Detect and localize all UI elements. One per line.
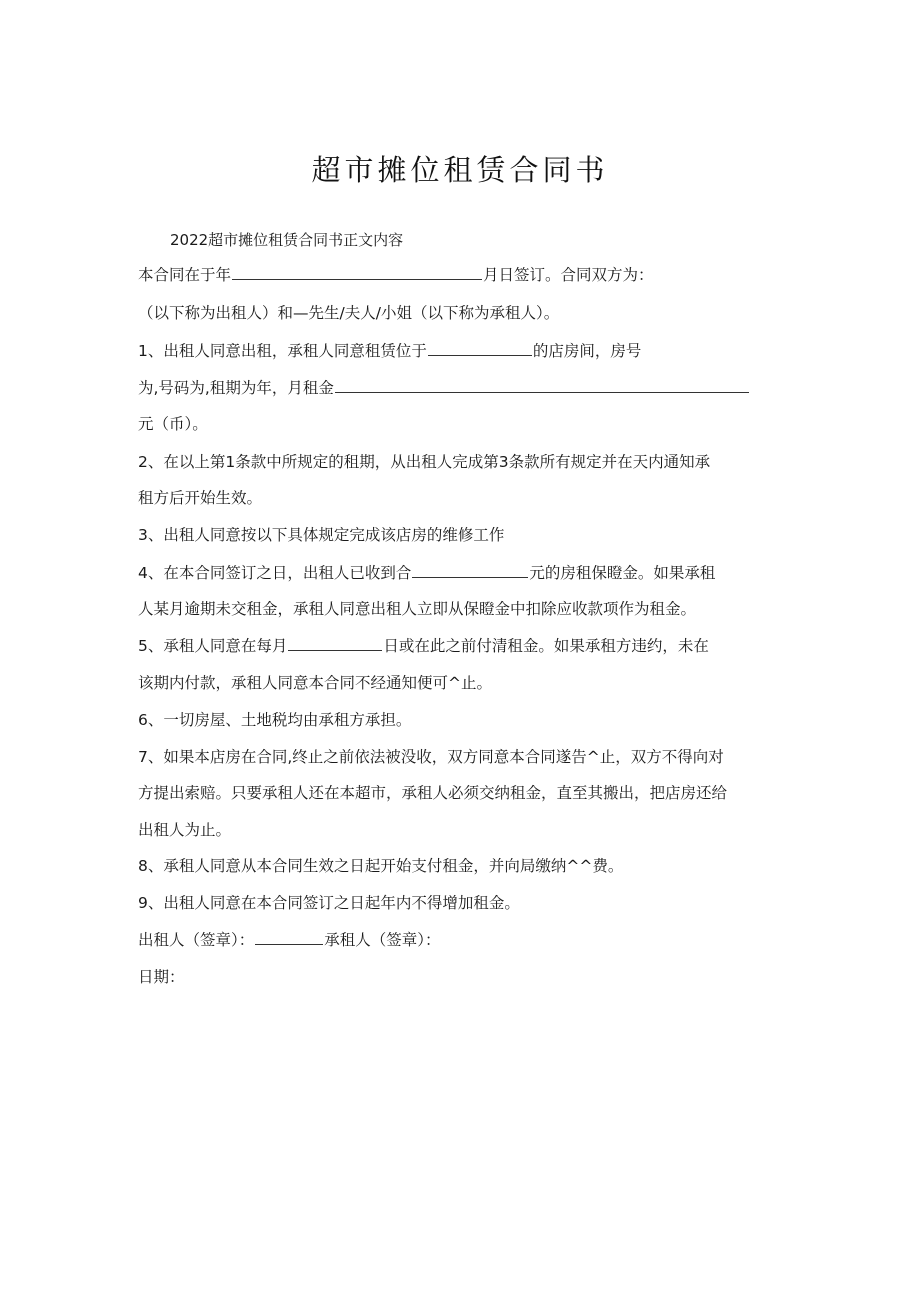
paragraph-line [138, 855, 623, 877]
line-text: 承租人（签章）： [324, 931, 441, 949]
line-text: 元的房租保瞪金。如果承租 [529, 564, 716, 582]
paragraph-line [138, 413, 208, 435]
document-subtitle: 2022超市摊位租赁合同书正文内容 [170, 231, 404, 249]
paragraph-line [138, 598, 696, 620]
line-text: 6、一切房屋、土地税均由承租方承担。 [138, 711, 412, 729]
line-text: 月日签订。合同双方为： [483, 266, 654, 284]
fill-blank [335, 377, 749, 393]
line-text: 日或在此之前付清租金。如果承租方违约，未在 [383, 637, 709, 655]
paragraph-line [138, 672, 492, 694]
paragraph-line [138, 377, 750, 399]
line-text: 元（币）。 [138, 415, 208, 433]
paragraph-line [138, 264, 654, 286]
line-text: 9、出租人同意在本合同签订之日起年内不得增加租金。 [138, 894, 520, 912]
fill-blank [412, 562, 528, 578]
line-text: 出租人为止。 [138, 821, 232, 839]
line-text: 5、承租人同意在每月 [138, 637, 288, 655]
line-text: 7、如果本店房在合同,终止之前依法被没收，双方同意本合同遂告^止，双方不得向对 [138, 748, 724, 766]
line-text: （以下称为出租人）和—先生/夫人/小姐（以下称为承租人）。 [138, 304, 560, 322]
line-text: 该期内付款，承租人同意本合同不经通知便可^止。 [138, 674, 492, 692]
line-text: 1、出租人同意出租，承租人同意租赁位于 [138, 342, 427, 360]
paragraph-line [138, 302, 559, 324]
line-text: 3、出租人同意按以下具体规定完成该店房的维修工作 [138, 526, 505, 544]
paragraph-line [138, 562, 715, 584]
paragraph-line [138, 524, 504, 546]
fill-blank [288, 635, 382, 651]
line-text: 的店房间，房号 [532, 342, 642, 360]
paragraph-line [138, 451, 710, 473]
fill-blank [232, 264, 482, 280]
line-text: 为,号码为,租期为年，月租金 [138, 379, 334, 397]
paragraph-line [138, 819, 231, 841]
line-text: 本合同在于年 [138, 266, 232, 284]
paragraph-line [138, 709, 411, 731]
paragraph-line [138, 487, 262, 509]
date-line [138, 966, 185, 988]
paragraph-line [138, 340, 641, 362]
line-text: 2、在以上第1条款中所规定的租期，从出租人完成第3条款所有规定并在天内通知承 [138, 453, 711, 471]
line-text: 4、在本合同签订之日，出租人已收到合 [138, 564, 412, 582]
line-text: 日期： [138, 968, 185, 986]
fill-blank [255, 929, 323, 945]
paragraph-line [138, 782, 727, 804]
line-text: 出租人（签章）： [138, 931, 255, 949]
paragraph-line [138, 892, 520, 914]
line-text: 方提出索赔。只要承租人还在本超市，承租人必须交纳租金，直至其搬出，把店房还给 [138, 784, 728, 802]
line-text: 人某月逾期未交租金，承租人同意出租人立即从保瞪金中扣除应收款项作为租金。 [138, 600, 697, 618]
fill-blank [428, 340, 532, 356]
line-text: 租方后开始生效。 [138, 489, 263, 507]
signature-line [138, 929, 441, 951]
document-title: 超市摊位租赁合同书 [311, 153, 609, 187]
paragraph-line [138, 635, 709, 657]
paragraph-line [138, 746, 724, 768]
line-text: 8、承租人同意从本合同生效之日起开始支付租金，并向局缴纳^^费。 [138, 857, 624, 875]
